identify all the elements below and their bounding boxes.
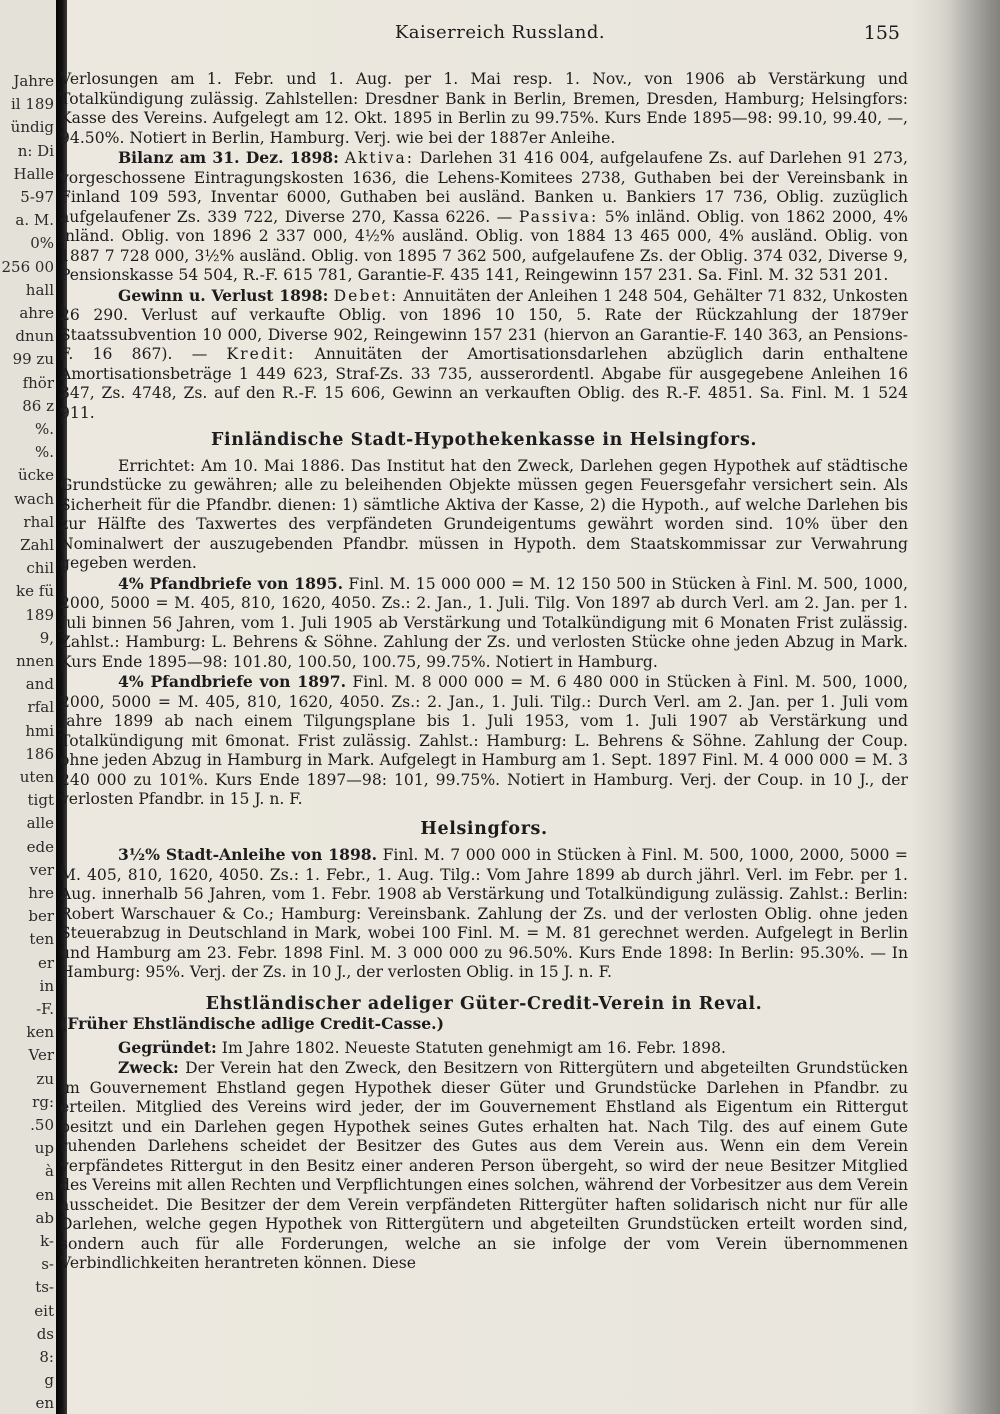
margin-fragment: 186 [25, 744, 54, 763]
pfandbriefe-1895-label: 4% Pfandbriefe von 1895. [118, 573, 344, 593]
kredit-label: Kredit: [226, 345, 296, 363]
margin-fragment: a. M. [15, 211, 54, 230]
margin-fragment: 189 [25, 605, 54, 624]
debet-label: Debet: [333, 286, 399, 305]
gegruendet-text: Im Jahre 1802. Neueste Statuten genehmigt am 16. Febr. 1898. [221, 1038, 726, 1057]
margin-fragment: ücke [17, 466, 54, 485]
margin-fragment: ken [26, 1023, 54, 1042]
margin-fragment: tigt [27, 791, 54, 810]
paragraph-errichtet: Errichtet: Am 10. Mai 1886. Das Institut hat den Zweck, Darlehen gegen Hypothek auf städtische Grundstücke zu gewähren; alle zu beleihenden Objekte müssen gegen Feuersgefahr versichert sein. Als Sicherheit für die Pfandbr. dienen: 1) sämtliche Aktiva der Kasse, 2) die Hypoth., auf welche Darlehen bis zur Hälfte des Taxwertes des verpfändeten Grundeigentums gewährt worden sind. 10% über den Nominalwert der auszugebenden Pfandbr. müssen in Hypoth. dem Staatskommissar zur Verwahrung gegeben werden. [60, 456, 908, 572]
margin-fragment: up [34, 1139, 54, 1158]
page-number: 155 [863, 22, 900, 44]
margin-fragment: ede [26, 837, 54, 856]
margin-fragment: ten [29, 930, 54, 949]
margin-fragment: Zahl [20, 536, 54, 554]
bilanz-passiva-text: 5% inländ. Oblig. von 1862 2000, 4% inländ. Oblig. von 1896 2 337 000, 4½% ausländ. Oblig. von 1884 13 465 000, 4% ausländ. Oblig. von 1887 7 728 000, 3½% ausländ. Oblig. von 1895 7 362 500, aufgelaufene Zs. der Oblig. 374 032, Diverse 9, Pensionskasse 54 504, R.-F. 615 781, Garantie-F. 435 141, Reingewinn 157 231. Sa. Finl. M. 32 531 201. [60, 207, 908, 284]
margin-fragment: -F. [36, 1000, 54, 1018]
margin-fragment: uten [19, 768, 54, 786]
passiva-label: Passiva: [518, 207, 599, 226]
margin-fragment: Ver [28, 1046, 54, 1065]
margin-fragment: wach [14, 489, 54, 508]
margin-fragment: ab [35, 1208, 54, 1227]
gewinn-label: Gewinn u. Verlust 1898: [118, 285, 329, 305]
margin-fragment: 9, [39, 628, 54, 647]
margin-fragment: hall [25, 280, 54, 299]
margin-fragment: eit [34, 1301, 54, 1320]
margin-fragment: 99 zu [12, 350, 54, 369]
margin-fragment: k- [40, 1232, 54, 1250]
section-heading-stadt-hypothekenkasse: Finländische Stadt-Hypothekenkasse in Helsingfors. [210, 430, 758, 450]
margin-fragment: 86 z [22, 396, 54, 415]
paragraph-pfandbriefe-1897 [60, 672, 908, 810]
page-edge-shadow [910, 0, 1000, 1414]
margin-fragment: ts- [35, 1278, 54, 1297]
margin-fragment: hmi [25, 721, 54, 740]
margin-fragment: zu [36, 1069, 54, 1088]
margin-fragment: ahre [19, 304, 54, 322]
paragraph-gewinn-verlust [60, 286, 908, 424]
margin-fragment: alle [26, 814, 54, 833]
pfandbriefe-1895-text: Finl. M. 15 000 000 = M. 12 150 500 in Stücken à Finl. M. 500, 1000, 2000, 5000 = M. 405, 810, 1620, 4050. Zs.: 2. Jan., 1. Juli. Tilg. Von 1897 ab durch Verl. am 2. Jan. per 1. Juli binnen 56 Jahren, vom 1. Juli 1905 ab Verstärkung und Totalkündigung mit 6 Monaten Frist zulässig. Zahlst.: Hamburg: L. Behrens & Söhne. Zahlung der Zs. und verlosten Stücke ohne jeden Abzug in Mark. Kurs Ende 1895—98: 101.80, 100.50, 100.75, 99.75%. Notiert in Hamburg. [60, 574, 908, 671]
margin-fragment: er [37, 953, 54, 972]
margin-fragment: 8: [39, 1348, 54, 1366]
margin-fragment: nnen [16, 652, 54, 670]
zweck-label: Zweck: [118, 1058, 179, 1077]
margin-fragment: dnun [15, 327, 54, 346]
margin-fragment: ündig [10, 118, 54, 137]
margin-fragment: fhör [22, 373, 54, 392]
stadt-anleihe-text: Finl. M. 7 000 000 in Stücken à Finl. M. 500, 1000, 2000, 5000 = M. 405, 810, 1620, 4050. Zs.: 1. Febr., 1. Aug. Tilg.: Vom Jahre 1899 ab durch jährl. Verl. im Febr. per 1. Aug. innerhalb 56 Jahren, vom 1. Febr. 1908 ab Verstärkung und Totalkündigung zulässig. Zahlst.: Berlin: Robert Warschauer & Co.; Hamburg: Vereinsbank. Zahlung der Zs. und der verlosten Oblig. ohne jeden Steuerabzug in Deutschland in Mark, wobei 100 Finl. M. = M. 81 gerechnet werden. Aufgelegt in Berlin und Hamburg am 23. Febr. 1898 Finl. M. 3 000 000 zu 96.50%. Kurs Ende 1898: In Berlin: 95.30%. — In Hamburg: 95%. Verj. der Zs. in 10 J., der verlosten Oblig. in 15 J. n. F. [60, 846, 908, 981]
section-heading-helsingfors: Helsingfors. [420, 818, 548, 839]
stadt-anleihe-label: 3½% Stadt-Anleihe von 1898. [118, 845, 378, 864]
running-head-title: Kaiserreich Russland. [394, 22, 606, 43]
margin-fragment: en [35, 1394, 54, 1413]
margin-fragment: hre [28, 884, 54, 902]
paragraph-stadt-anleihe-1898 [60, 845, 908, 983]
margin-fragment: chil [26, 559, 54, 578]
gegruendet-label: Gegründet: [118, 1037, 217, 1057]
margin-fragment: %. [34, 443, 54, 462]
margin-fragment: n: Di [17, 141, 54, 160]
zweck-text: Der Verein hat den Zweck, den Besitzern von Rittergütern und abgeteilten Grundstücken im Gouvernement Ehstland gegen Hypothek dieser Güter und Grundstücke Darlehen in Pfandbr. zu erteilen. Mitglied des Vereins wird jeder, der im Gouvernement Ehstland als Eigentum ein Rittergut besitzt und ein Darlehen gegen Hypothek seines Gutes erhalten hat. Nach Tilg. des auf einem Gute ruhenden Darlehens scheidet der Besitzer des Gutes aus dem Verein aus. Wenn ein dem Verein verpfändetes Rittergut in den Besitz einer anderen Person übergeht, so wird der neue Besitzer Mitglied des Vereins mit allen Rechten und Verpflichtungen eines solchen, während der Vorbesitzer aus dem Verein ausscheidet. Die Besitzer der dem Verein verpfändeten Rittergüter haften solidarisch nicht nur für alle Darlehen, welche gegen Hypothek von Rittergütern und abgeteilten Grundstücken erteilt worden sind, sondern auch für alle Forderungen, welche an sie infolge der vom Verein übernommenen Verbindlichkeiten herantreten können. Diese [60, 1059, 908, 1272]
page-body [60, 70, 908, 1274]
margin-fragment: en [35, 1185, 54, 1204]
pfandbriefe-1897-label: 4% Pfandbriefe von 1897. [118, 672, 347, 691]
margin-fragment: ver [29, 860, 54, 879]
margin-fragment: %. [34, 420, 54, 438]
pfandbriefe-1897-text: Finl. M. 8 000 000 = M. 6 480 000 in Stücken à Finl. M. 500, 1000, 2000, 5000 = M. 405, 810, 1620, 4050. Zs.: 2. Jan., 1. Juli. Tilg.: Durch Verl. am 2. Jan. per 1. Juli vom Jahre 1899 ab nach einem Tilgungsplane bis 1. Juli 1953, vom 1. Juli 1907 ab Verstärkung und Totalkündigung mit 6monat. Frist zulässig. Zahlst.: Hamburg: L. Behrens & Söhne. Zahlung der Coup. ohne jeden Abzug in Hamburg in Mark. Aufgelegt in Hamburg am 1. Sept. 1897 Finl. M. 4 000 000 = M. 3 240 000 zu 101%. Kurs Ende 1897—98: 101, 99.75%. Notiert in Hamburg. Verj. der Coup. in 10 J., der verlosten Pfandbr. in 15 J. n. F. [60, 673, 908, 808]
bilanz-aktiva-text: Darlehen 31 416 004, aufgelaufene Zs. auf Darlehen 91 273, vorgeschossene Eintragungskosten 1636, die Lehens-Komitees 2738, Guthaben bei der Vereinsbank in Finland 109 593, Inventar 6000, Guthaben bei ausländ. Banken u. Bankiers 17 736, Oblig. zuzüglich aufgelaufener Zs. 339 722, Diverse 270, Kassa 6226. — [60, 149, 908, 226]
margin-fragment: rg: [32, 1092, 54, 1111]
margin-fragment: à [45, 1162, 54, 1181]
paragraph-gegruendet [60, 1038, 908, 1059]
paragraph-zweck [60, 1058, 908, 1274]
margin-fragment: in [39, 976, 54, 995]
margin-fragment: 5-97 [20, 188, 54, 206]
margin-fragment: ke fü [16, 582, 54, 601]
margin-fragment: rhal [23, 512, 54, 531]
margin-fragment: Halle [13, 164, 54, 183]
margin-fragment: 256 00 [1, 257, 54, 276]
margin-fragment: Jahre [13, 72, 54, 90]
section-subheading-frueher: (Früher Ehstländische adlige Credit-Casse.) [60, 1014, 444, 1033]
gewinn-kredit-text: Annuitäten der Amortisationsdarlehen abzüglich darin enthaltene Amortisationsbeträge 1 449 623, Straf-Zs. 33 735, ausserordentl. Abgabe für ausgegebene Anleihen 16 347, Zs. 4748, Zs. auf den R.-F. 15 606, Gewinn an verkauften Oblig. des R.-F. 4851. Sa. Finl. M. 1 524 911. [60, 345, 908, 422]
margin-fragment: 0% [30, 234, 54, 253]
margin-fragment: .50 [30, 1116, 54, 1134]
margin-fragment: ber [28, 907, 54, 926]
paragraph-loan-terms: Verlosungen am 1. Febr. und 1. Aug. per 1. Mai resp. 1. Nov., von 1906 ab Verstärkung und Totalkündigung zulässig. Zahlstellen: Dresdner Bank in Berlin, Bremen, Dresden, Hamburg; Helsingfors: Kasse des Vereins. Aufgelegt am 12. Okt. 1895 in Berlin zu 99.75%. Kurs Ende 1895—98: 99.10, 99.40, —, 94.50%. Notiert in Berlin, Hamburg. Verj. wie bei der 1887er Anleihe. [60, 70, 908, 147]
section-heading-ehstlaendischer-verein: Ehstländischer adeliger Güter-Credit-Verein in Reval. [205, 993, 763, 1014]
margin-fragment: and [25, 675, 54, 694]
margin-fragment: g [44, 1371, 54, 1390]
paragraph-bilanz [60, 148, 908, 286]
aktiva-label: Aktiva: [344, 149, 415, 167]
bilanz-label: Bilanz am 31. Dez. 1898: [118, 148, 339, 167]
margin-fragment: ds [36, 1324, 54, 1343]
paragraph-pfandbriefe-1895 [60, 574, 908, 673]
margin-fragment: il 189 [11, 95, 54, 114]
margin-fragment: rfal [27, 698, 54, 717]
margin-fragment: s- [41, 1255, 54, 1274]
adjacent-page-margin [0, 0, 56, 1414]
gewinn-debet-text: Annuitäten der Anleihen 1 248 504, Gehälter 71 832, Unkosten 26 290. Verlust auf verkaufte Oblig. von 1896 10 150, 5. Rate der Rückzahlung der 1879er Staatssubvention 10 000, Diverse 902, Reingewinn 157 231 (hiervon an Garantie-F. 140 363, an Pensions-F. 16 867). — [60, 286, 908, 363]
